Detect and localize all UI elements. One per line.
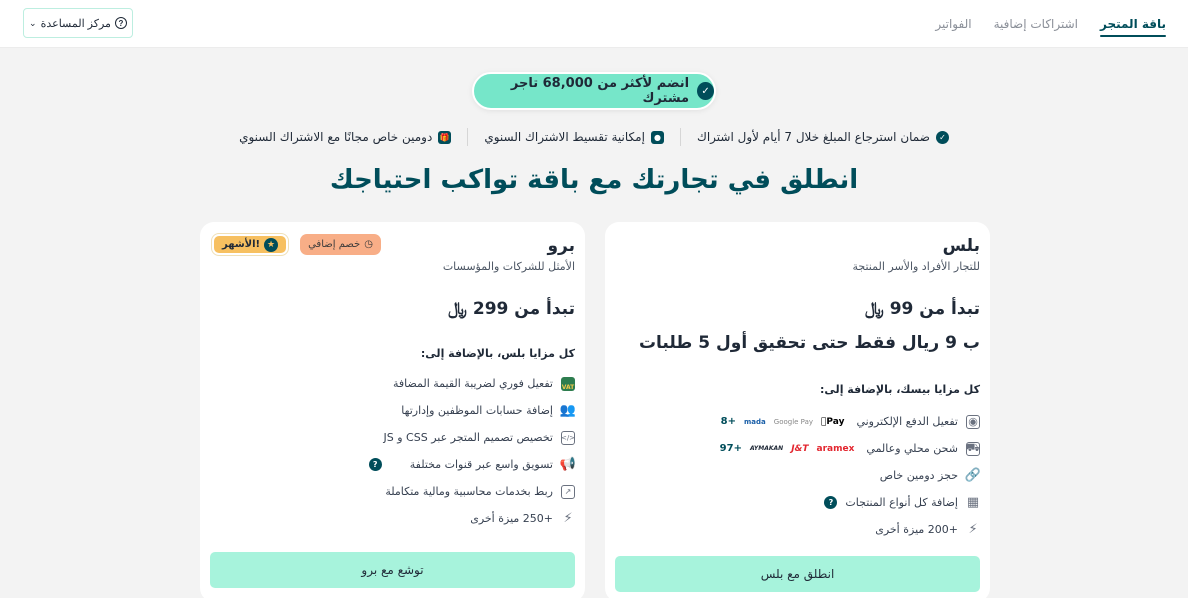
tab-extra-subscriptions[interactable]: اشتراكات إضافية <box>993 17 1078 31</box>
users-icon: 👥 <box>559 403 577 418</box>
more-payment-count: +8 <box>726 416 742 427</box>
plan-price: تبدأ من 99 ﷼ <box>864 299 980 319</box>
join-pill-text: انضم لأكثر من 68,000 تاجر مشترك <box>510 76 690 106</box>
tab-invoices[interactable]: الفواتير <box>935 17 972 31</box>
divider <box>467 128 468 146</box>
lightning-icon: ⚡ <box>968 522 978 537</box>
lightning-icon: ⚡ <box>563 511 573 526</box>
discount-label: خصم إضافي <box>308 239 361 250</box>
discount-tag-icon: ◷ <box>364 239 373 250</box>
perk-free-domain <box>223 130 467 144</box>
verified-badge-icon: ✓ <box>697 82 714 100</box>
perk-label: إمكانية تقسيط الاشتراك السنوي <box>484 130 645 144</box>
perk-label: ضمان استرجاع المبلغ خلال 7 أيام لأول اشتراك <box>696 130 930 144</box>
gift-icon: 🎁 <box>439 132 450 142</box>
features-list <box>210 370 575 532</box>
google-pay-logo: Google Pay <box>779 417 819 426</box>
top-bar <box>0 0 1188 48</box>
feature-item <box>615 516 980 543</box>
feature-item <box>210 370 575 397</box>
jt-express-logo: J&T <box>791 443 809 454</box>
more-shipping-count: +97 <box>719 443 742 454</box>
chart-icon: ↗ <box>561 485 575 499</box>
perk-installments <box>468 130 680 144</box>
feature-label: شحن محلي وعالمي <box>866 442 958 455</box>
plan-subtitle: للتجار الأفراد والأسر المنتجة <box>852 260 980 273</box>
chevron-down-icon: ⌄ <box>29 17 37 28</box>
feature-item <box>210 397 575 424</box>
feature-item <box>615 489 980 516</box>
help-icon[interactable]: ? <box>369 458 382 471</box>
plan-badges <box>212 234 381 255</box>
discount-badge <box>300 234 381 255</box>
grid-icon: ▦ <box>966 495 980 510</box>
perk-refund <box>681 130 965 144</box>
help-icon[interactable]: ? <box>824 496 837 509</box>
feature-label: +200 ميزة أخرى <box>875 523 958 536</box>
feature-item <box>615 435 980 462</box>
feature-label: إضافة كل أنواع المنتجات <box>845 496 958 509</box>
perks-row <box>0 128 1188 146</box>
code-window-icon: </> <box>561 431 575 445</box>
plan-price: تبدأ من 299 ﷼ <box>448 299 575 319</box>
help-center-button[interactable] <box>23 8 133 38</box>
tabs <box>935 0 1166 48</box>
truck-icon: ⛟ <box>966 441 980 454</box>
features-list <box>615 408 980 543</box>
features-heading: كل مزايا بلس، بالإضافة إلى: <box>420 347 575 360</box>
page-headline: انطلق في تجارتك مع باقة تواكب احتياجك <box>329 165 859 195</box>
help-center-label: مركز المساعدة <box>40 17 111 30</box>
feature-label: حجز دومين خاص <box>879 469 958 482</box>
money-icon: ● <box>651 131 664 144</box>
feature-label: تفعيل الدفع الإلكتروني <box>856 415 958 428</box>
start-plus-button[interactable]: انطلق مع بلس <box>615 556 980 592</box>
expand-pro-button[interactable]: توشع مع برو <box>210 552 575 588</box>
feature-label: +250 ميزة أخرى <box>470 512 553 525</box>
vat-icon: VAT <box>561 377 575 391</box>
feature-label: ربط بخدمات محاسبية ومالية متكاملة <box>385 485 553 498</box>
apple-pay-logo: Pay <box>826 416 845 427</box>
mada-logo: mada <box>749 417 772 426</box>
aymakan-logo: AYMAKAN <box>749 445 784 452</box>
plan-subtitle: الأمثل للشركات والمؤسسات <box>442 260 575 273</box>
payment-logos <box>721 416 845 427</box>
feature-item <box>210 505 575 532</box>
popular-badge <box>212 234 288 255</box>
plan-card-pro <box>200 222 585 598</box>
feature-item <box>210 478 575 505</box>
shipping-logos <box>720 443 855 454</box>
feature-label: إضافة حسابات الموظفين وإدارتها <box>401 404 553 417</box>
link-icon: 🔗 <box>964 468 982 483</box>
feature-item <box>615 408 980 435</box>
join-merchants-pill <box>472 72 716 110</box>
plan-card-plus <box>605 222 990 598</box>
plan-name: برو <box>547 236 575 256</box>
star-icon: ★ <box>264 238 278 252</box>
plan-name: بلس <box>942 236 980 256</box>
megaphone-icon: 📢 <box>559 457 577 472</box>
popular-label: الأشهر! <box>222 239 261 250</box>
aramex-logo: aramex <box>816 443 855 454</box>
perk-label: دومين خاص مجانًا مع الاشتراك السنوي <box>239 130 433 144</box>
feature-item <box>210 451 575 478</box>
feature-label: تسويق واسع عبر قنوات مختلفة <box>409 458 553 471</box>
feature-item <box>210 424 575 451</box>
feature-item <box>615 462 980 489</box>
divider <box>680 128 681 146</box>
feature-label: تفعيل فوري لضريبة القيمة المضافة <box>392 377 553 390</box>
features-heading: كل مزايا بيسك، بالإضافة إلى: <box>820 383 980 396</box>
payment-icon: ◉ <box>966 415 980 429</box>
plan-promo: ب 9 ريال فقط حتى تحقيق أول 5 طلبات <box>638 333 980 353</box>
tab-store-plan[interactable]: باقة المتجر <box>1100 0 1166 48</box>
question-circle-icon: ? <box>115 17 127 29</box>
shield-check-icon: ✓ <box>936 131 949 144</box>
feature-label: تخصيص تصميم المتجر عبر CSS و JS <box>383 431 553 444</box>
